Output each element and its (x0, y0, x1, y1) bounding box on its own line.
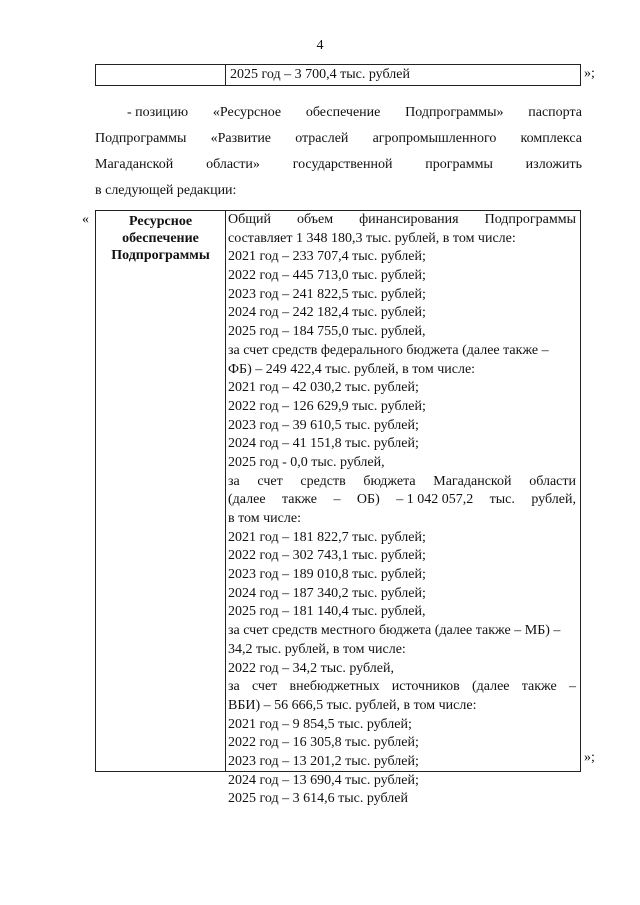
funding-line (228, 491, 576, 510)
paragraph-line (95, 156, 582, 182)
word: рублей, (531, 492, 576, 508)
word: агропромышленного (372, 131, 497, 146)
instruction-paragraph (95, 104, 582, 208)
paragraph-line (95, 130, 582, 156)
closing-quote: »; (584, 750, 595, 765)
word: источников (391, 679, 460, 695)
funding-line: 2023 год – 241 822,5 тыс. рублей; (228, 286, 426, 302)
word: Подпрограммы (484, 212, 576, 227)
funding-line: ФБ) – 249 422,4 тыс. рублей, в том числе: (228, 361, 476, 377)
word: государственной (292, 157, 393, 172)
funding-line: за счет средств местного бюджета (далее также – МБ) – (228, 623, 561, 639)
top-table (95, 64, 581, 86)
row-header-line: обеспечение (122, 231, 199, 246)
table-cell-2025: 2025 год – 3 700,4 тыс. рублей (230, 67, 410, 82)
funding-line: 2021 год – 233 707,4 тыс. рублей; (228, 249, 426, 265)
funding-line: 2024 год – 242 182,4 тыс. рублей; (228, 305, 426, 321)
word: объем (296, 212, 334, 227)
funding-line: 2023 год – 39 610,5 тыс. рублей; (228, 417, 419, 433)
word: тыс. (489, 492, 515, 508)
word: за (228, 679, 240, 695)
word: области» (206, 157, 260, 172)
word: также (282, 492, 318, 508)
paragraph-line (95, 182, 582, 208)
funding-line: составляет 1 348 180,3 тыс. рублей, в том числе: (228, 230, 516, 246)
funding-line: в том числе: (228, 511, 301, 526)
funding-line: ВБИ) – 56 666,5 тыс. рублей, в том числе: (228, 697, 477, 713)
word: – (333, 492, 341, 508)
word: внебюджетных (289, 679, 380, 695)
funding-line (228, 211, 576, 230)
word: счет (257, 473, 283, 489)
funding-line: 2025 год – 181 140,4 тыс. рублей, (228, 604, 426, 620)
funding-line (228, 473, 576, 492)
funding-line (228, 678, 576, 697)
word: области (529, 473, 576, 489)
word: – 1 042 057,2 (396, 492, 474, 508)
word: Общий (228, 212, 271, 227)
funding-details (228, 211, 576, 809)
funding-line: 2021 год – 42 030,2 тыс. рублей; (228, 380, 419, 396)
table-divider (225, 65, 226, 85)
table-divider (225, 211, 226, 771)
row-header (96, 213, 225, 264)
funding-line: 2021 год – 9 854,5 тыс. рублей; (228, 716, 412, 732)
funding-line: 2022 год – 126 629,9 тыс. рублей; (228, 398, 426, 414)
funding-line: 2023 год – 13 201,2 тыс. рублей; (228, 753, 419, 769)
funding-line: 2022 год – 16 305,8 тыс. рублей; (228, 735, 419, 751)
word: средств (300, 473, 346, 489)
word: Магаданской (433, 473, 512, 489)
word: финансирования (359, 212, 459, 227)
funding-line: 2024 год – 41 151,8 тыс. рублей; (228, 436, 419, 452)
word: в следующей редакции: (95, 183, 237, 198)
word: «Ресурсное (212, 105, 282, 120)
word: бюджета (363, 473, 416, 489)
word: изложить (525, 157, 582, 172)
word: паспорта (528, 105, 582, 120)
word: (далее (471, 679, 510, 695)
funding-line: 2024 год – 187 340,2 тыс. рублей; (228, 585, 426, 601)
opening-quote: « (82, 212, 89, 227)
word: (далее (228, 492, 266, 508)
word: обеспечение (305, 105, 381, 120)
word: Подпрограммы (95, 131, 187, 146)
word: ОБ) (356, 492, 380, 508)
word: также (521, 679, 557, 695)
page-number: 4 (316, 38, 324, 53)
funding-line: 2025 год – 184 755,0 тыс. рублей, (228, 324, 426, 340)
closing-quote: »; (584, 66, 595, 81)
word: за (228, 473, 240, 489)
word: отраслей (295, 131, 349, 146)
funding-line: 2022 год – 302 743,1 тыс. рублей; (228, 548, 426, 564)
paragraph-line (95, 104, 582, 130)
row-header-line: Ресурсное (128, 214, 193, 229)
funding-line: за счет средств федерального бюджета (далее также – (228, 342, 549, 358)
word: – (568, 679, 576, 695)
funding-line: 2023 год – 189 010,8 тыс. рублей; (228, 567, 426, 583)
funding-line: 2022 год – 34,2 тыс. рублей, (228, 660, 394, 676)
row-header-line: Подпрограммы (111, 248, 210, 263)
word: Подпрограммы» (405, 105, 504, 120)
word: - позицию (127, 105, 189, 120)
funding-line: 34,2 тыс. рублей, в том числе: (228, 641, 406, 657)
funding-line: 2025 год – 3 614,6 тыс. рублей (228, 791, 408, 807)
funding-line: 2022 год – 445 713,0 тыс. рублей; (228, 268, 426, 284)
word: Магаданской (95, 157, 174, 172)
word: программы (425, 157, 493, 172)
word: «Развитие (210, 131, 272, 146)
word: счет (251, 679, 278, 695)
funding-line: 2024 год – 13 690,4 тыс. рублей; (228, 772, 419, 788)
funding-line: 2021 год – 181 822,7 тыс. рублей; (228, 529, 426, 545)
resource-table (95, 210, 581, 807)
funding-line: 2025 год - 0,0 тыс. рублей, (228, 454, 385, 470)
word: комплекса (520, 131, 582, 146)
